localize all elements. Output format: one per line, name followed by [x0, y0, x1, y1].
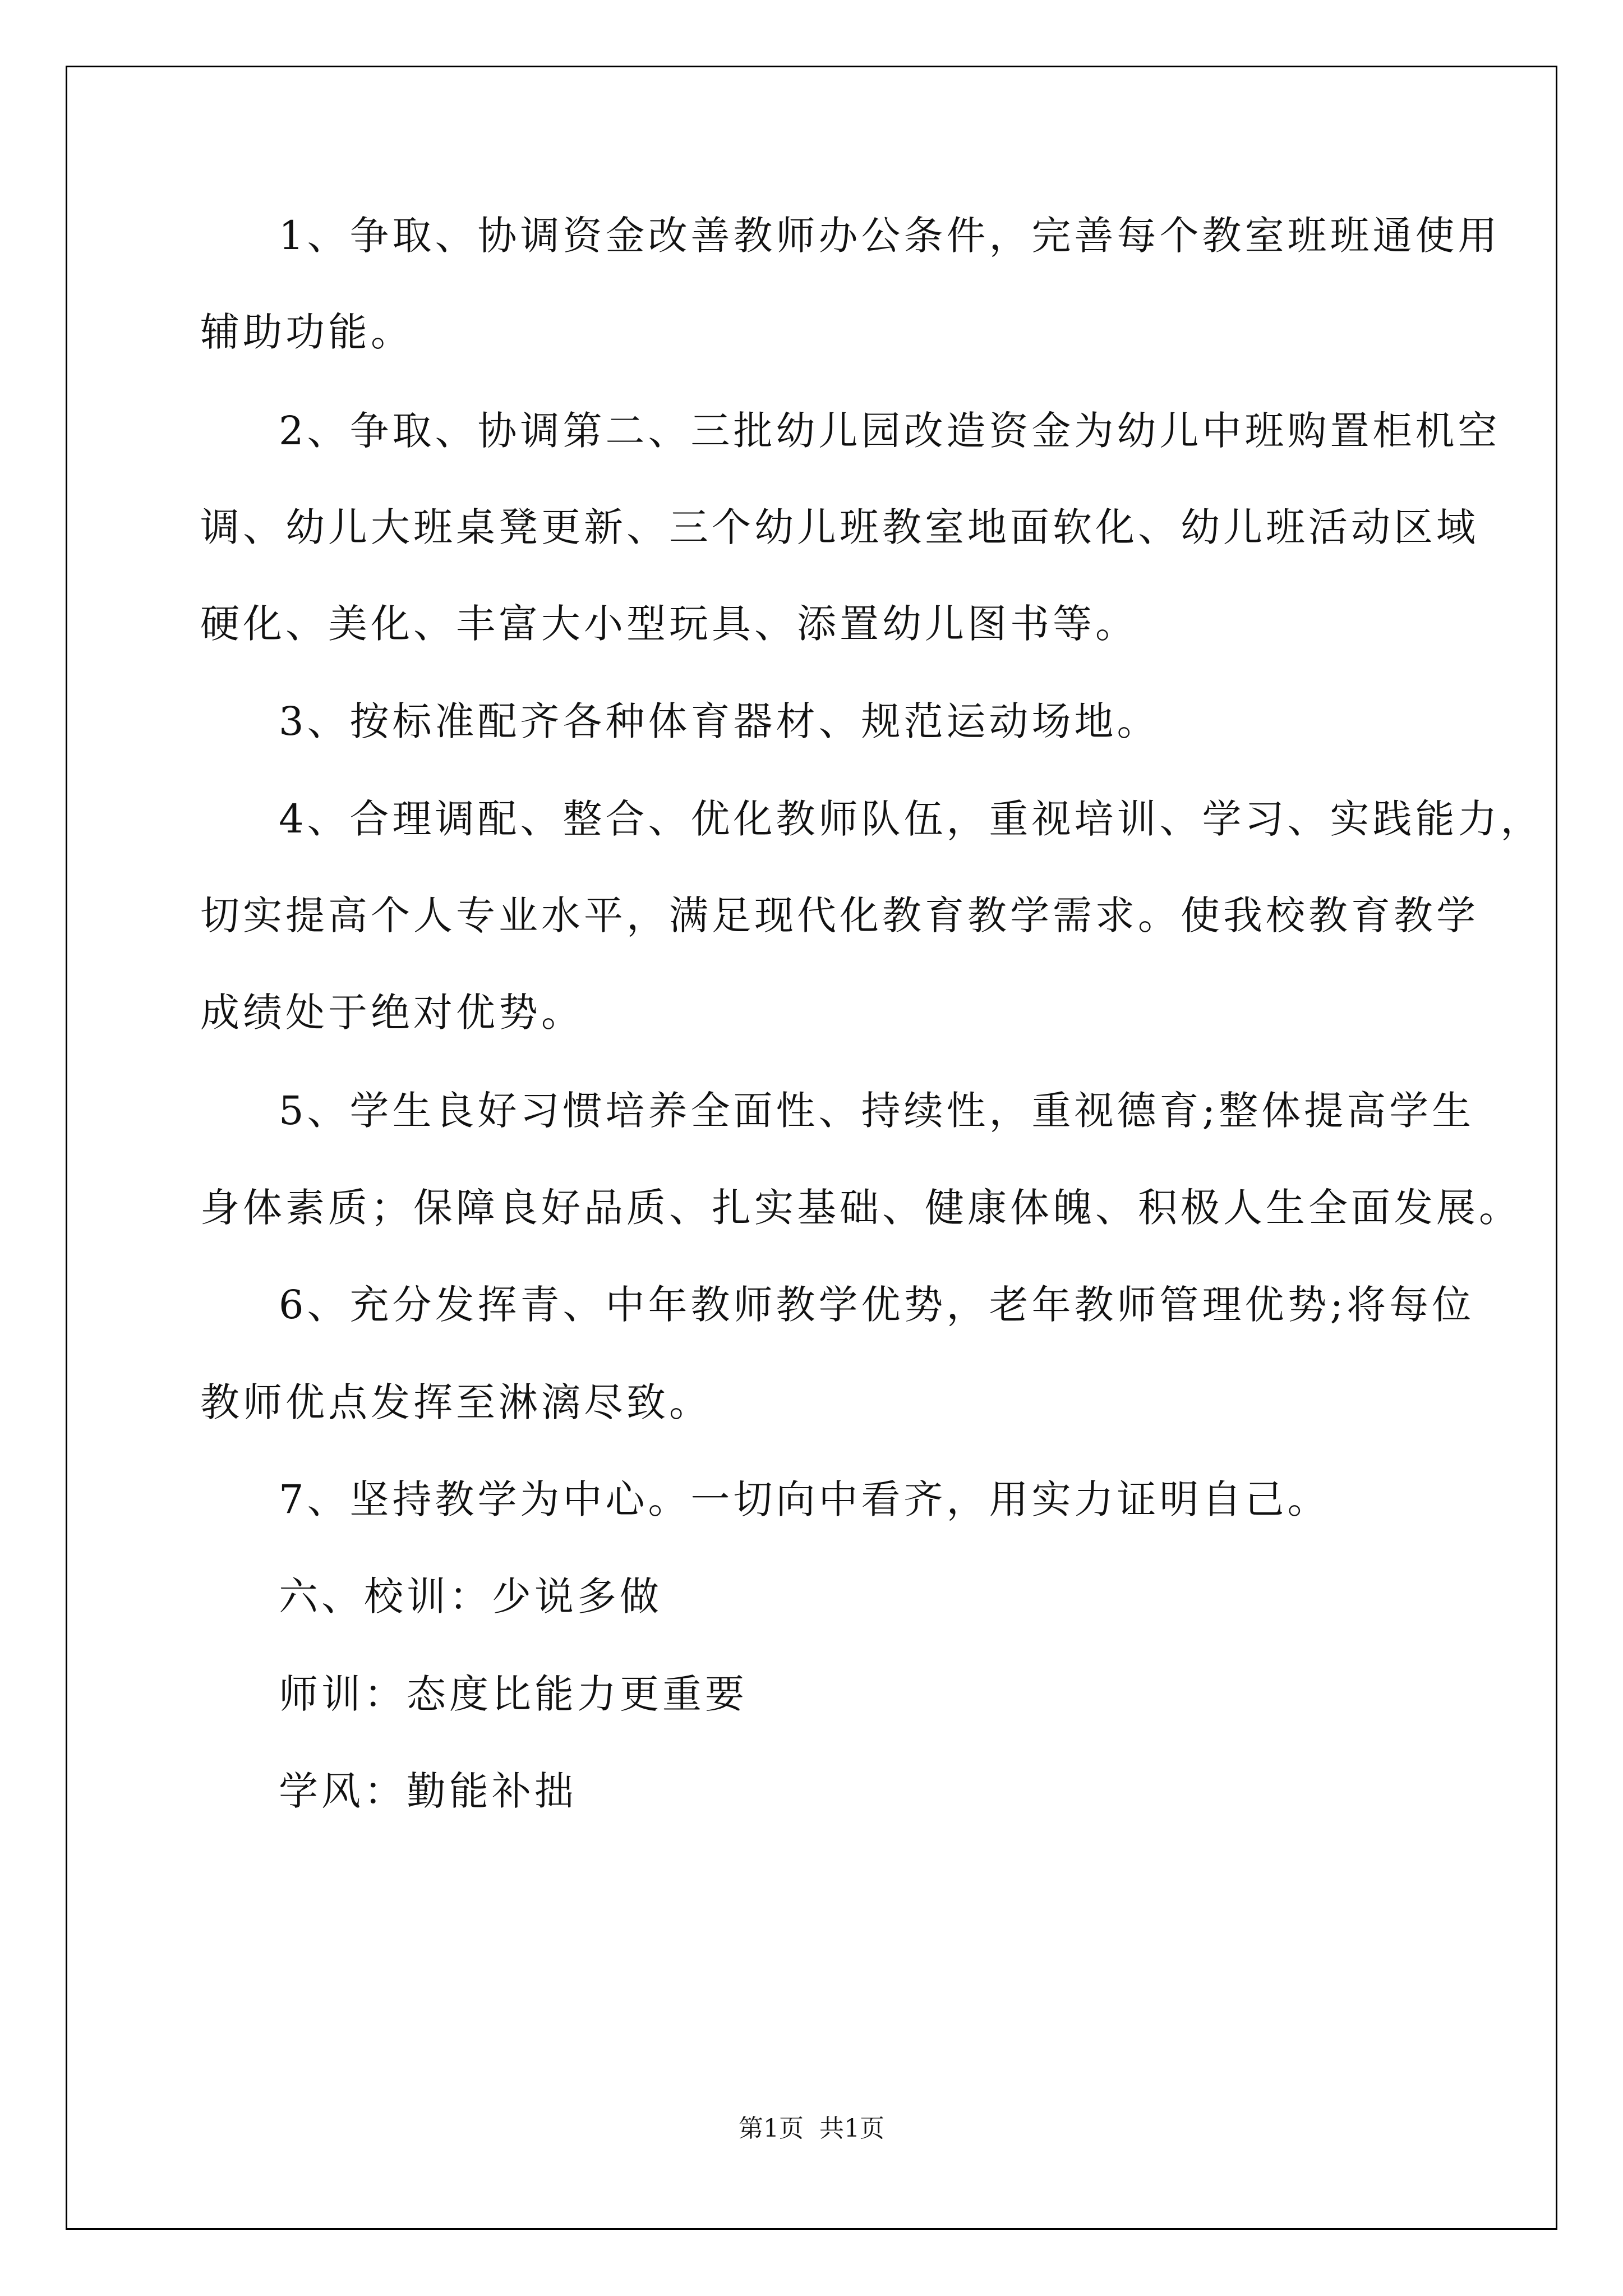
page-number-total: 共1页: [819, 2114, 884, 2143]
paragraph-4-line-3: 成绩处于绝对优势。: [200, 990, 584, 1036]
paragraph-4-line-1: 4、合理调配、整合、优化教师队伍，重视培训、学习、实践能力，: [279, 796, 1543, 842]
paragraph-5-line-1: 5、学生良好习惯培养全面性、持续性，重视德育;整体提高学生: [279, 1088, 1475, 1134]
paragraph-3-line-1: 3、按标准配齐各种体育器材、规范运动场地。: [279, 698, 1160, 744]
study-motto-line: 学风：勤能补拙: [279, 1768, 577, 1814]
paragraph-7-line-1: 7、坚持教学为中心。一切向中看齐，用实力证明自己。: [279, 1476, 1330, 1522]
page-number-current: 第1页: [739, 2114, 804, 2143]
paragraph-1-line-1: 1、争取、协调资金改善教师办公条件，完善每个教室班班通使用: [279, 213, 1501, 259]
paragraph-1-line-2: 辅助功能。: [200, 309, 413, 355]
teacher-motto-line: 师训：态度比能力更重要: [279, 1671, 748, 1717]
paragraph-2-line-2: 调、幼儿大班桌凳更新、三个幼儿班教室地面软化、幼儿班活动区域: [200, 504, 1479, 550]
paragraph-6-line-1: 6、充分发挥青、中年教师教学优势，老年教师管理优势;将每位: [279, 1282, 1475, 1328]
paragraph-6-line-2: 教师优点发挥至淋漓尽致。: [200, 1379, 712, 1425]
page-border: [66, 66, 1557, 2230]
paragraph-5-line-2: 身体素质；保障良好品质、扎实基础、健康体魄、积极人生全面发展。: [200, 1185, 1521, 1231]
page-footer: [0, 2112, 1623, 2146]
paragraph-4-line-2: 切实提高个人专业水平，满足现代化教育教学需求。使我校教育教学: [200, 892, 1479, 938]
school-motto-line: 六、校训：少说多做: [279, 1573, 662, 1619]
paragraph-2-line-3: 硬化、美化、丰富大小型玩具、添置幼儿图书等。: [200, 601, 1138, 647]
paragraph-2-line-1: 2、争取、协调第二、三批幼儿园改造资金为幼儿中班购置柜机空: [279, 408, 1501, 454]
